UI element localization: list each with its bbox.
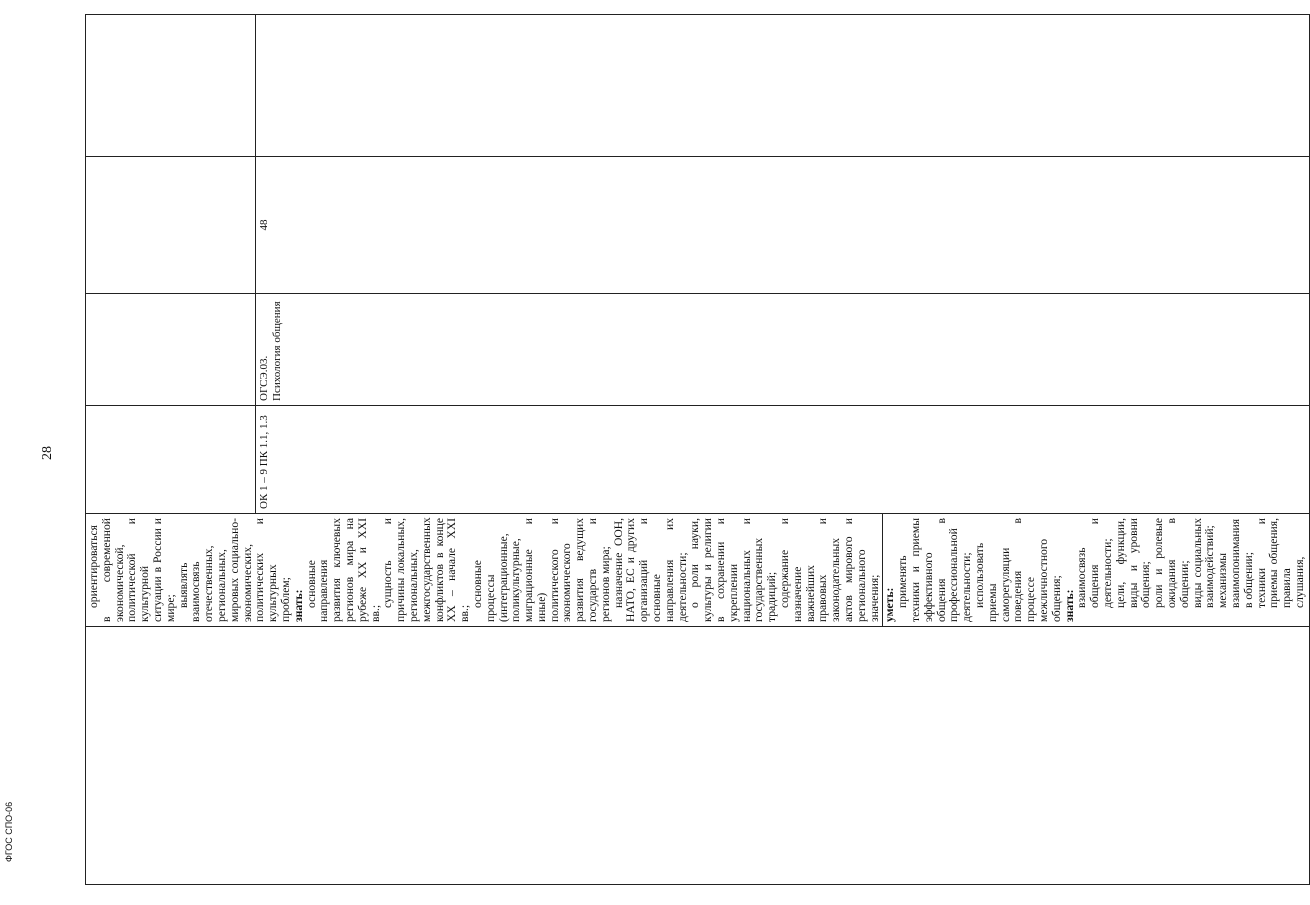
know2-list [1076, 518, 1306, 622]
requirement-text: выявлять взаимосвязь отечественных, региональных, мировых социально-экономических, политических и культурных проблем; [176, 518, 292, 622]
skill-list [897, 518, 1063, 622]
rotated-table-page [85, 15, 1306, 885]
cell-empty-e [255, 15, 1309, 157]
know-item: о роли науки, культуры и религии в сохранении и укреплении национальных и государственных традиций; [688, 518, 779, 622]
know2-item: механизмы взаимопонимания в общении; [1216, 518, 1255, 608]
know-item: назначение ООН, НАТО, ЕС и других организаций и основные направления их деятельности; [611, 518, 689, 622]
cell-empty-d [86, 15, 256, 157]
cell-discipline: ОГСЭ.03. Психология общения [255, 294, 1309, 406]
page-number: 28 [40, 446, 55, 460]
know-label: знать: [291, 589, 305, 622]
know-list [306, 518, 882, 622]
know2-item: техники и приемы общения, правила слушания, [1254, 518, 1306, 608]
table-row [86, 15, 256, 885]
cell-hours: 48 [255, 157, 1309, 294]
skill-item: использовать приемы саморегуляции поведения в процессе межличностного общения; [972, 518, 1063, 622]
cell-empty-c [86, 157, 256, 294]
know2-item: взаимосвязь общения и деятельности; [1075, 518, 1114, 608]
know2-label: знать: [1062, 589, 1076, 622]
skill-label: уметь: [883, 587, 897, 622]
cell-empty-b [86, 294, 256, 406]
know2-item: роли и ролевые ожидания в общении; [1152, 518, 1191, 608]
footer-mark: ФГОС СПО-06 [4, 801, 14, 862]
cell-empty-a [86, 406, 256, 514]
know2-item: виды социальных взаимодействий; [1190, 518, 1217, 608]
know-item: содержание и назначение важнейших правовых и законодательных актов мирового и регионального значения; [778, 518, 881, 622]
know2-item: цели, функции, виды и уровни общения; [1113, 518, 1153, 608]
requirements-top-block [88, 518, 293, 622]
know-item: основные процессы (интеграционные, поликультурные, миграционные и иные) политического и экономического развития ведущих государств и регионов мира; [470, 518, 612, 622]
know-item: основные направления развития ключевых регионов мира на рубеже XX и XXI вв.; [304, 518, 382, 622]
cell-empty-left [86, 627, 1310, 885]
know-item: сущность и причины локальных, региональных, межгосударственных конфликтов в конце XX – начале XXI вв.; [381, 517, 472, 622]
cell-competencies: ОК 1 – 9 ПК 1.1, 1.3 [255, 406, 1309, 514]
skill-item: применять техники и приемы эффективного общения в профессиональной деятельности; [896, 518, 974, 622]
curriculum-table [85, 14, 1310, 885]
cell-requirements-text [86, 514, 1310, 627]
requirement-text: ориентироваться в современной экономической, политической и культурной ситуации в России и мире; [87, 518, 177, 622]
